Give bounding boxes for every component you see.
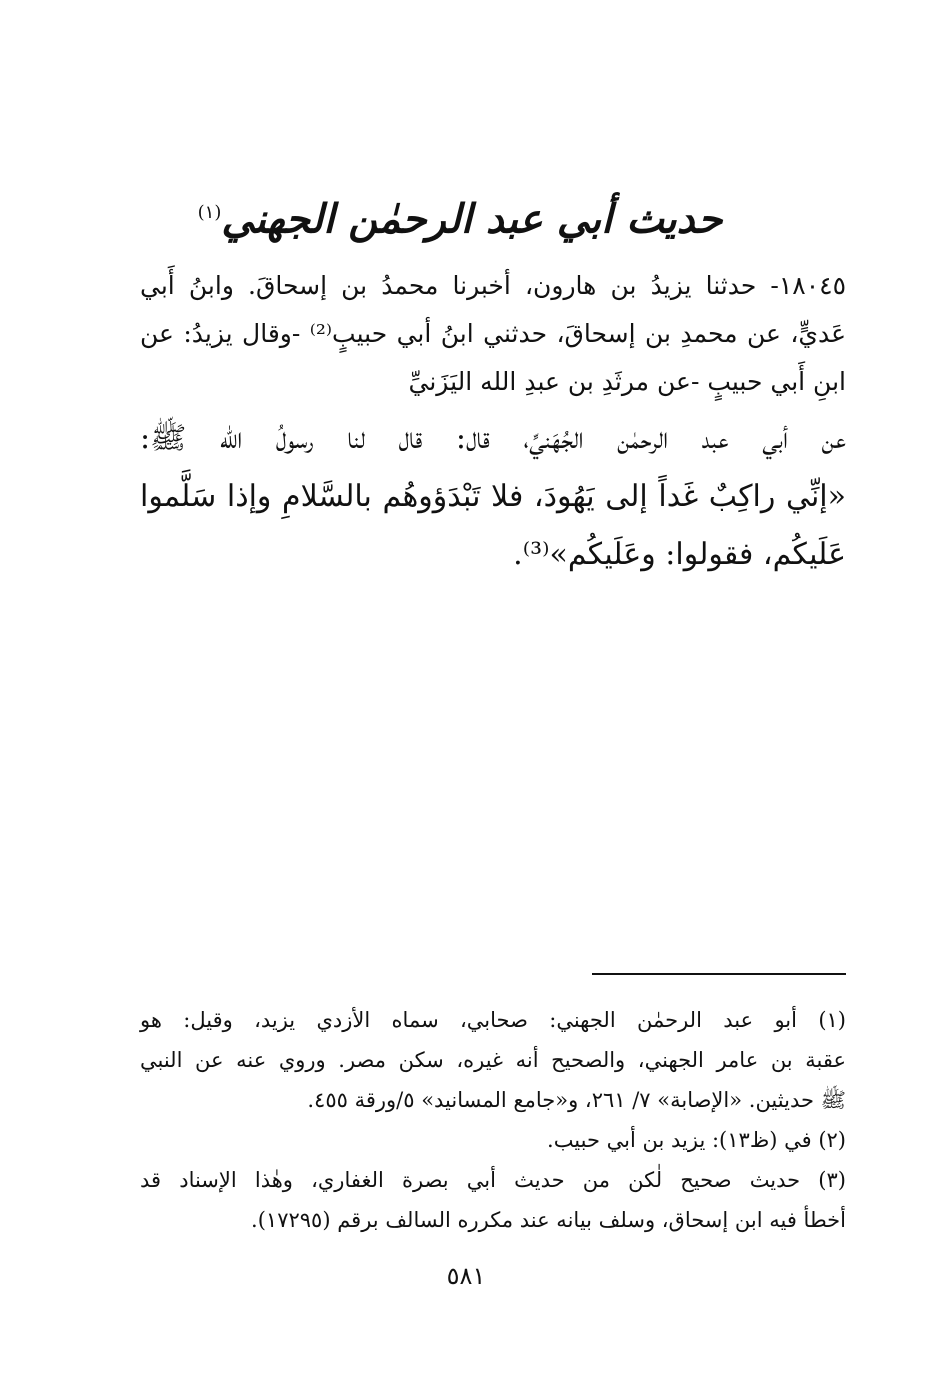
hadith-matn: [140, 410, 846, 584]
page-number: ٥٨١: [446, 1262, 486, 1290]
hadith-isnad: [140, 262, 846, 406]
footnote-line: (٢) في (ظ١٣): يزيد بن أبي حبيب.: [547, 1128, 846, 1152]
isnad-line: عَديٍّ، عن محمدِ بن إسحاقَ، حدثني ابنُ أبي حبيبٍ⁽²⁾ -وقال يزيدُ: عن: [140, 319, 847, 348]
isnad-line: ابنِ أَبي حبيبٍ -عن مرثَدِ بن عبدِ الله اليَزَنيِّ: [408, 367, 846, 396]
chapter-title: [140, 178, 780, 254]
matn-line: «إنِّي راكِبٌ غَداً إلى يَهُودَ، فلا تَبْدَؤوهُم بالسَّلامِ وإذا سَلَّموا: [140, 479, 846, 514]
footnote-separator: [592, 973, 846, 975]
chapter-title-text: حديث أبي عبد الرحمٰن الجهني: [221, 195, 723, 243]
footnote-1: [140, 1000, 846, 1120]
footnote-line: (٣) حديث صحيح لٰكن من حديث أبي بصرة الغفاري، وهٰذا الإسناد قد: [140, 1168, 846, 1192]
footnote-line: (١) أبو عبد الرحمٰن الجهني: صحابي، سماه الأزدي يزيد، وقيل: هو: [140, 1008, 846, 1032]
footnote-2: [140, 1120, 846, 1160]
isnad-line: ١٨٠٤٥- حدثنا يزيدُ بن هارون، أخبرنا محمدُ بن إسحاقَ. وابنُ أَبي: [140, 271, 846, 300]
matn-line: عَلَيكُم، فقولوا: وعَلَيكُم»⁽³⁾.: [513, 537, 846, 572]
footnotes: [140, 1000, 846, 1240]
matn-line: عن أبي عبد الرحمٰن الجُهَنيِّ، قال: قال لنا رسولُ الله ﷺ:: [140, 421, 846, 456]
footnote-line: أخطأ فيه ابن إسحاق، وسلف بيانه عند مكرره السالف برقم (١٧٢٩٥).: [251, 1208, 846, 1232]
chapter-footnote-marker: (١): [197, 202, 222, 223]
footnote-line: ﷺ حديثين. «الإصابة» ٧/ ٢٦١، و«جامع المسانيد» ٥/ورقة ٤٥٥.: [307, 1088, 846, 1112]
footnote-3: [140, 1160, 846, 1240]
footnote-line: عقبة بن عامر الجهني، والصحيح أنه غيره، سكن مصر. وروي عنه عن النبي: [140, 1048, 846, 1072]
